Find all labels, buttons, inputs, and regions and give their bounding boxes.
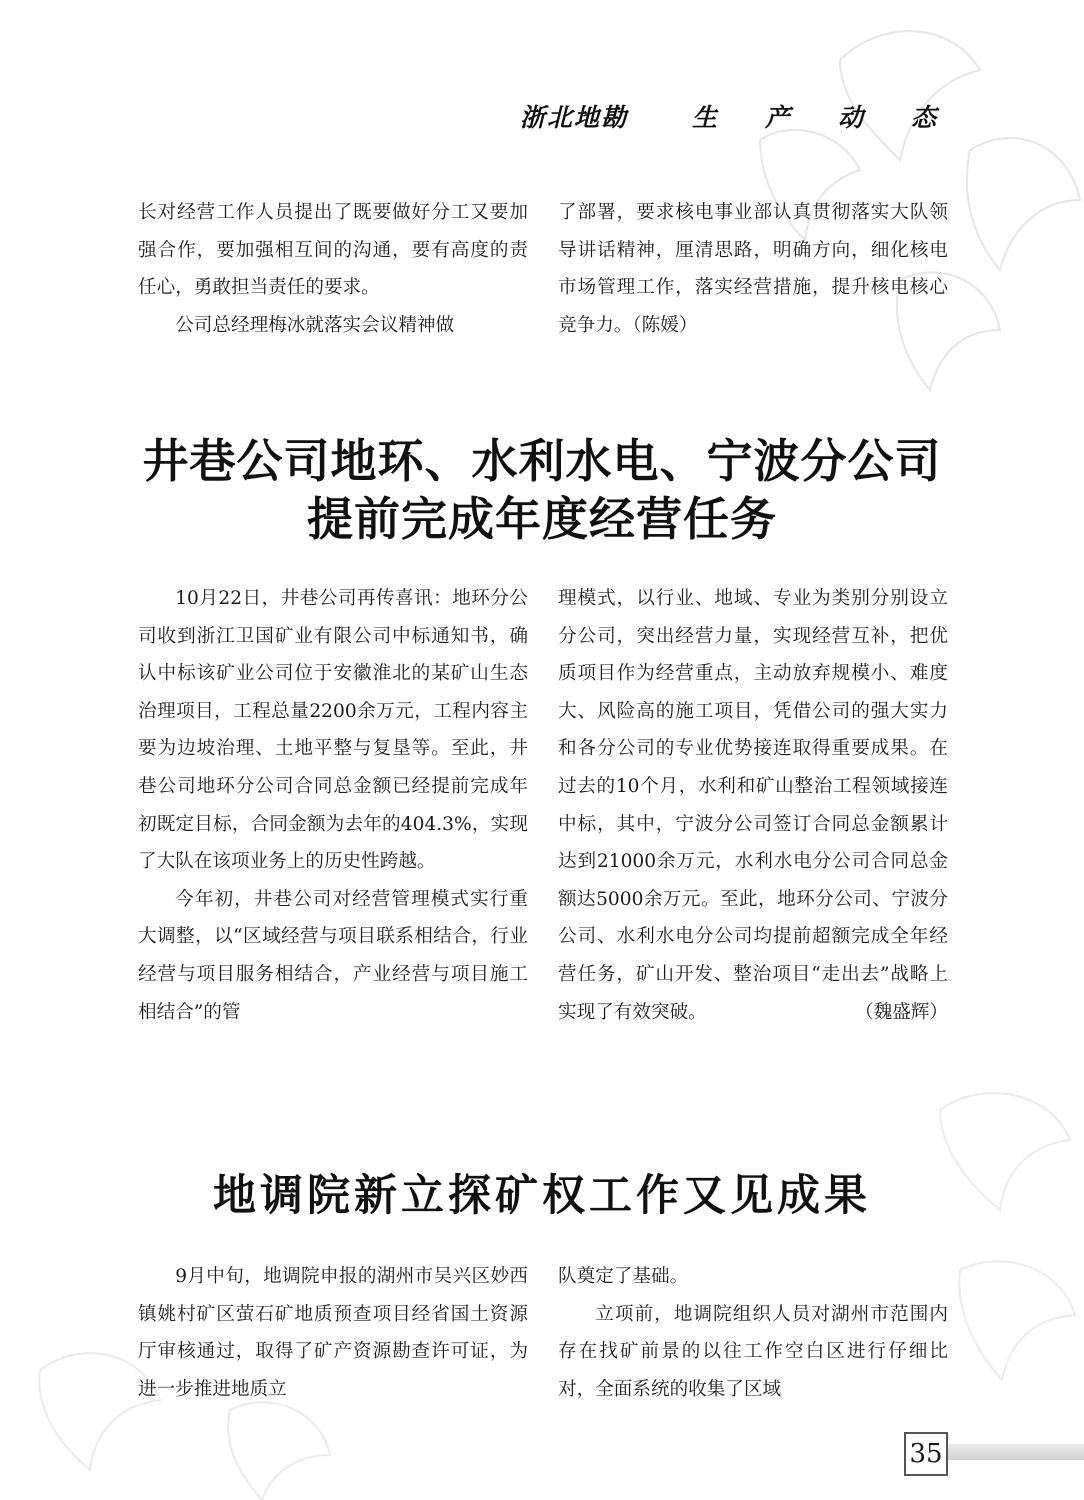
page-number: 35 — [904, 1432, 948, 1476]
magazine-name: 浙北地勘 — [520, 103, 629, 132]
article-title-line: 井巷公司地环、水利水电、宁波分公司 — [142, 434, 942, 488]
paragraph: 10月22日，井巷公司再传喜讯：地环分公司收到浙江卫国矿业有限公司中标通知书，确认中标该矿业公司位于安徽淮北的某矿山生态治理项目，工程总量2200余万元，工程内容主要为边坡治理、土地平整与复垦等。至此，井巷公司地环分公司合同总金额已经提前完成年初既定目标，合同金额为去年的404.3%，实现了大队在该项业务上的历史性跨越。 — [138, 588, 528, 873]
paragraph: 公司总经理梅冰就落实会议精神做 — [175, 314, 455, 336]
paragraph: 9月中旬，地调院申报的湖州市吴兴区妙西镇姚村矿区萤石矿地质预查项目经省国土资源厅审核通过，取得了矿产资源勘查许可证，为进一步推进地质立 — [138, 1266, 528, 1400]
author-signature: （魏盛辉） — [855, 1001, 948, 1023]
paragraph-text: 理模式，以行业、地域、专业为类别分别设立分公司，突出经营力量，实现经营互补，把优质项目作为经营重点，主动放弃规模小、难度大、风险高的施工项目，凭借公司的强大实力和各分公司的专业优势接连取得重要成果。在过去的10个月，水利和矿山整治工程领域接连中标，其中，宁波分公司签订合同总金额累计达到21000余万元，水利水电分公司合同总金额达5000余万元。至此，地环分公司、宁波分公司、水利水电分公司均提前超额完成全年经营任务，矿山开发、整治项目“走出去”战略上实现了有效突破。 — [558, 588, 948, 1023]
page-number-bar — [946, 1444, 1084, 1460]
article-title — [0, 432, 1084, 548]
paragraph: 了部署，要求核电事业部认真贯彻落实大队领导讲话精神，厘清思路，明确方向，细化核电市场管理工作，落实经营措施，提升核电核心竞争力。（陈媛） — [558, 202, 948, 336]
paragraph — [558, 580, 948, 1031]
paragraph: 今年初，井巷公司对经营管理模式实行重大调整，以“区域经营与项目联系相结合，行业经营与项目服务相结合，产业经营与项目施工相结合”的管 — [138, 888, 528, 1023]
section-name: 生产动态 — [692, 103, 985, 132]
paragraph: 队奠定了基础。 — [558, 1266, 689, 1287]
article-title: 地调院新立探矿权工作又见成果 — [213, 1171, 871, 1221]
page-header — [520, 98, 985, 138]
paragraph: 立项前，地调院组织人员对湖州市范围内存在找矿前景的以往工作空白区进行仔细比对，全面系统的收集了区域 — [558, 1303, 948, 1400]
prev-article-left-column — [138, 194, 528, 344]
prev-article-right-column — [558, 194, 948, 344]
article-title-line: 提前完成年度经营任务 — [307, 492, 777, 546]
article2-right-column — [558, 1258, 948, 1408]
article2-left-column — [138, 1258, 528, 1408]
article1-right-column — [558, 580, 948, 1031]
article1-left-column — [138, 580, 528, 1031]
paragraph: 长对经营工作人员提出了既要做好分工又要加强合作，要加强相互间的沟通，要有高度的责任心，勇敢担当责任的要求。 — [138, 202, 528, 299]
